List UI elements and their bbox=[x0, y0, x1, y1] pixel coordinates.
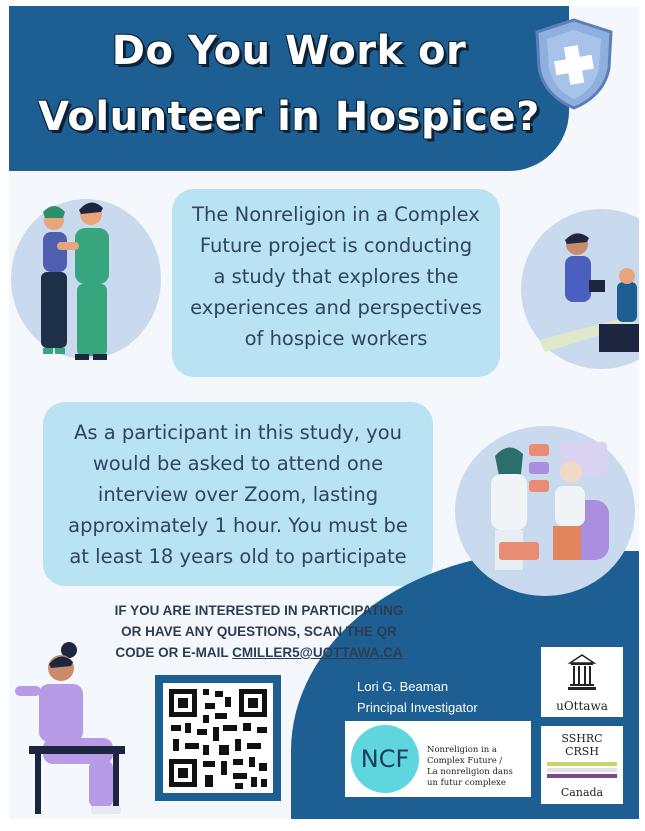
couple-illustration bbox=[21, 198, 131, 368]
uottawa-label: uOttawa bbox=[556, 699, 608, 713]
uottawa-building-icon bbox=[567, 653, 597, 693]
cta-line-1: IF YOU ARE INTERESTED IN PARTICIPATING bbox=[114, 603, 404, 618]
qr-code[interactable] bbox=[163, 683, 273, 793]
poster bbox=[9, 6, 639, 819]
ncf-name-line: Complex Future / bbox=[427, 756, 503, 766]
participation-text-box bbox=[43, 402, 433, 586]
title-band bbox=[9, 6, 569, 171]
sshrc-logo bbox=[541, 726, 623, 804]
investigator-name: Lori G. Beaman bbox=[357, 679, 449, 694]
ncf-acronym: NCF bbox=[351, 725, 419, 793]
qr-code-frame bbox=[155, 675, 281, 801]
intro-line: experiences and perspectives bbox=[190, 296, 482, 319]
ncf-name-line: Nonreligion in a bbox=[427, 745, 497, 755]
participation-line: interview over Zoom, lasting bbox=[97, 483, 379, 506]
sshrc-line: CRSH bbox=[565, 745, 599, 758]
qr-code-pattern bbox=[163, 683, 273, 793]
intro-line: Future project is conducting bbox=[199, 234, 473, 257]
sshrc-line: SSHRC bbox=[561, 732, 603, 745]
intro-text-box bbox=[172, 189, 500, 377]
ncf-name-line: La nonreligion dans bbox=[427, 767, 513, 777]
intro-line: a study that explores the bbox=[213, 265, 459, 288]
intro-line: of hospice workers bbox=[244, 327, 428, 350]
sshrc-name bbox=[541, 732, 623, 758]
cta-line-3-prefix: CODE OR E-MAIL bbox=[115, 645, 233, 660]
participation-line: approximately 1 hour. You must be bbox=[68, 514, 408, 537]
participation-line: As a participant in this study, you bbox=[74, 421, 402, 444]
intro-line: The Nonreligion in a Complex bbox=[192, 203, 480, 226]
consultation-illustration bbox=[469, 434, 619, 584]
principal-investigator bbox=[357, 676, 478, 718]
nurse-illustration bbox=[9, 626, 144, 819]
ncf-logo bbox=[345, 721, 531, 797]
shield-cross-icon bbox=[531, 16, 617, 112]
uottawa-logo bbox=[541, 647, 623, 717]
cta-line-2: OR HAVE ANY QUESTIONS, SCAN THE QR bbox=[121, 624, 397, 639]
doctor-patient-illustration bbox=[527, 228, 639, 358]
canada-wordmark: Canada bbox=[560, 786, 604, 799]
title-line-2: Volunteer in Hospice? bbox=[38, 94, 540, 140]
ncf-name-line: un futur complexe bbox=[427, 778, 506, 788]
participation-line: would be asked to attend one bbox=[92, 452, 384, 475]
title-line-1: Do You Work or bbox=[111, 28, 467, 74]
sshrc-color-stripes bbox=[547, 762, 617, 780]
ncf-name bbox=[427, 745, 531, 789]
investigator-role: Principal Investigator bbox=[357, 700, 478, 715]
contact-email-link[interactable]: CMILLER5@UOTTAWA.CA bbox=[232, 645, 403, 660]
participation-line: at least 18 years old to participate bbox=[69, 545, 407, 568]
